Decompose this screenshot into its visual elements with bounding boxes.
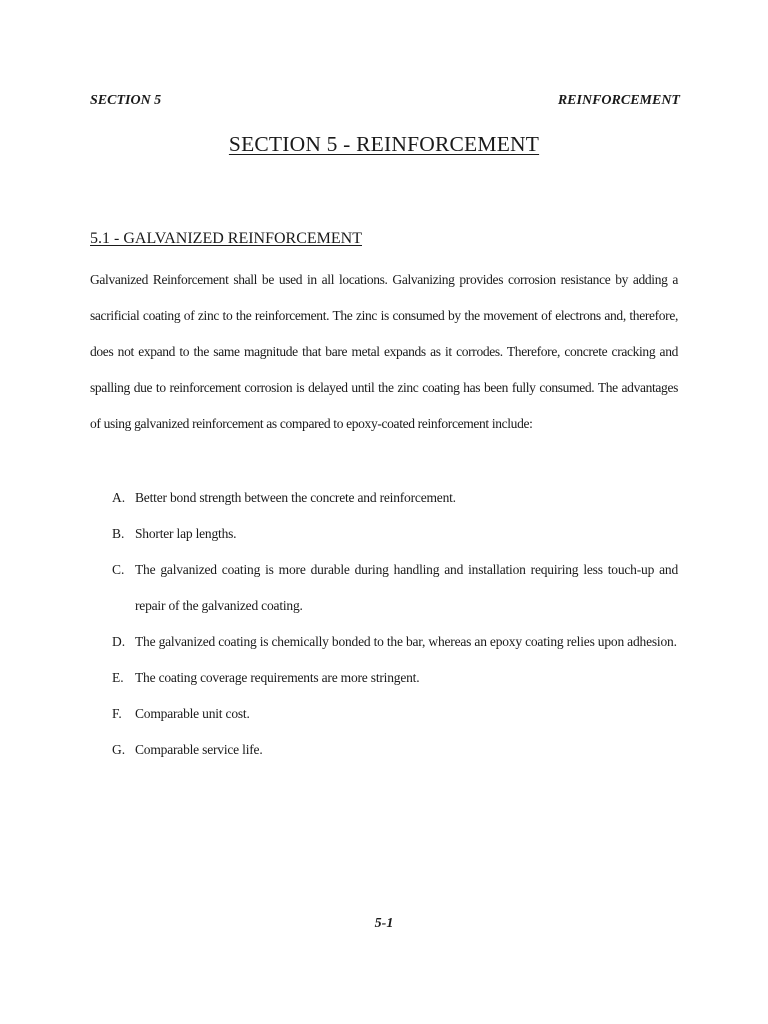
header-topic-label: REINFORCEMENT bbox=[557, 93, 680, 108]
list-item bbox=[112, 624, 678, 660]
page-title: SECTION 5 - REINFORCEMENT bbox=[228, 132, 540, 156]
list-item-text: The coating coverage requirements are more stringent. bbox=[135, 670, 420, 685]
list-item-text: Shorter lap lengths. bbox=[135, 526, 237, 541]
list-item bbox=[112, 480, 678, 516]
list-item bbox=[112, 552, 678, 624]
body-paragraph: Galvanized Reinforcement shall be used in all locations. Galvanizing provides corrosion resistance by adding a sacrificial coating of zinc to the reinforcement. The zinc is consumed by the movement of electrons and, therefore, does not expand to the same magnitude that bare metal expands as it corrodes. Therefore, concrete cracking and spalling due to reinforcement corrosion is delayed until the zinc coating has been fully consumed. The advantages of using galvanized reinforcement as compared to epoxy-coated reinforcement include: bbox=[90, 272, 678, 431]
page-number: 5-1 bbox=[374, 916, 394, 931]
header-section-label: SECTION 5 bbox=[90, 93, 162, 108]
list-item-text: Comparable service life. bbox=[135, 742, 263, 757]
list-item-letter: A. bbox=[112, 490, 126, 505]
list-item bbox=[112, 696, 678, 732]
list-item-letter: G. bbox=[112, 742, 126, 757]
list-item-text: The galvanized coating is chemically bonded to the bar, whereas an epoxy coating relies upon adhesion. bbox=[135, 634, 677, 649]
running-header bbox=[90, 93, 680, 109]
list-item-letter: D. bbox=[112, 634, 126, 649]
document-page bbox=[90, 0, 678, 1024]
list-item bbox=[112, 660, 678, 696]
list-item bbox=[112, 516, 678, 552]
subsection-heading: 5.1 - GALVANIZED REINFORCEMENT bbox=[90, 230, 362, 247]
list-item bbox=[112, 732, 678, 768]
list-item-text: Better bond strength between the concrete and reinforcement. bbox=[135, 490, 456, 505]
list-item-letter: B. bbox=[112, 526, 125, 541]
list-item-letter: F. bbox=[112, 706, 122, 721]
list-item-letter: C. bbox=[112, 562, 125, 577]
advantages-list bbox=[112, 480, 678, 768]
list-item-letter: E. bbox=[112, 670, 124, 685]
list-item-text: The galvanized coating is more durable during handling and installation requiring less touch-up and repair of the galvanized coating. bbox=[135, 562, 678, 613]
list-item-text: Comparable unit cost. bbox=[135, 706, 250, 721]
